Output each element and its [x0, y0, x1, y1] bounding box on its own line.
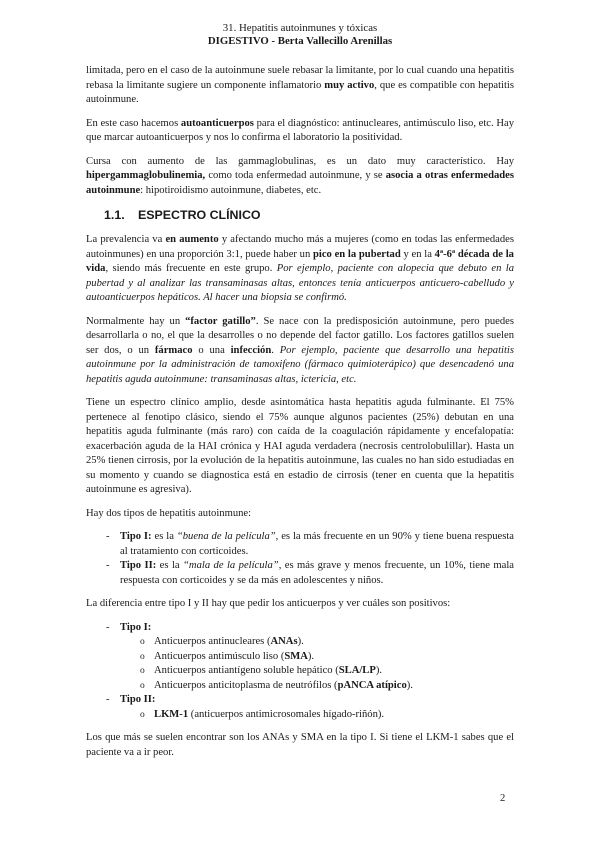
section-number: 1.1.: [104, 208, 125, 222]
page-header: [0, 22, 600, 48]
text-run: ).: [375, 665, 383, 676]
text-run: para el diagnóstico: antinucleares, antimúsculo liso, etc. Hay que marcar autoanticuerpos y nos lo confirma el laboratorio la positividad.: [86, 117, 515, 143]
paragraph-limitante: [86, 64, 514, 108]
bold-run: en aumento: [165, 234, 219, 245]
text-run: es la: [156, 560, 184, 571]
bold-run: autoanticuerpos: [180, 117, 254, 129]
bold-run: SMA: [284, 650, 308, 662]
text-run: La prevalencia va: [86, 234, 166, 245]
text-run: ).: [406, 679, 413, 691]
list-item: [120, 635, 514, 650]
paragraph-conclusion: Los que más se suelen encontrar son los ANAs y SMA en la tipo I. Si tiene el LKM-1 sabes que el paciente va a ir peor.: [86, 732, 514, 758]
list-item: [120, 650, 514, 665]
bold-run: Tipo I:: [120, 621, 152, 633]
paragraph-autoanticuerpos: [86, 117, 514, 146]
paragraph-diferencia: La diferencia entre tipo I y II hay que pedir los anticuerpos y ver cuáles son positivos:: [86, 598, 451, 609]
list-item-tipo-1: [86, 530, 514, 559]
text-run: como toda enfermedad autoinmune, y se: [205, 170, 386, 181]
bold-run: 4ª-6ª década de la vida: [86, 248, 514, 274]
bold-run: pANCA atípico: [337, 679, 407, 691]
text-run: es la: [151, 531, 177, 542]
bold-run: pico en la pubertad: [313, 248, 401, 260]
text-run: ).: [307, 650, 315, 662]
section-title: ESPECTRO CLÍNICO: [138, 208, 261, 222]
text-run: Anticuerpos antinucleares (: [154, 636, 271, 647]
sublist-tipo-1: [120, 635, 514, 693]
document-body: [86, 64, 514, 760]
bold-run: fármaco: [154, 344, 193, 356]
text-run: .: [271, 344, 280, 356]
types-list: [86, 530, 514, 588]
text-run: En este caso hacemos: [86, 117, 181, 129]
paragraph-factor-gatillo: [86, 315, 514, 388]
text-run: . Se nace con la predisposición autoinmune, pero puedes desarrollarla o no, el que la desarrolles o no depende del factor gatillo. Los factores gatillos suelen ser dos, o un: [86, 315, 514, 356]
text-run: , que es compatible con hepatitis autoinmune.: [86, 79, 514, 105]
list-item: [120, 664, 514, 679]
text-run: y afectando mucho más a mujeres (como en todas las enfermedades autoinmunes) en una proporción 3:1, puede haber un: [86, 234, 514, 260]
text-run: Anticuerpos antimúsculo liso (: [154, 650, 285, 662]
bold-run: Tipo I:: [120, 531, 152, 542]
page-number: 2: [500, 793, 506, 804]
bold-run: Tipo II:: [120, 560, 157, 571]
bold-run: LKM-1: [154, 708, 189, 720]
bold-run: muy activo: [324, 79, 375, 91]
sublist-tipo-2: [120, 708, 514, 723]
bold-run: hipergammaglobulinemia,: [86, 170, 206, 181]
text-run: , siendo más frecuente en este grupo.: [105, 263, 277, 274]
antibodies-list: [86, 621, 514, 723]
text-run: Normalmente hay un: [86, 315, 186, 327]
list-item-tipo-2: [86, 559, 514, 588]
italic-run: “mala de la película”: [183, 560, 279, 571]
header-subject-author: DIGESTIVO - Berta Vallecillo Arenillas: [207, 35, 393, 47]
text-run: Anticuerpos anticitoplasma de neutrófilos (: [154, 679, 338, 691]
text-run: y en la: [400, 248, 435, 260]
bold-run: ANAs: [270, 636, 298, 647]
text-run: (anticuerpos antimicrosomales hígado-riñón).: [188, 708, 385, 720]
text-run: Anticuerpos antiantígeno soluble hepático (: [154, 665, 339, 676]
text-run: limitada, pero en el caso de la autoinmune suele rebasar la limitante, por lo cual cuando una hepatitis rebasa la limitante sugiere un componente inflamatorio: [86, 65, 514, 91]
text-run: : hipotiroidismo autoinmune, diabetes, etc.: [140, 184, 322, 196]
text-run: Cursa con aumento de las gammaglobulinas, es un dato muy característico. Hay: [86, 155, 514, 167]
paragraph-dos-tipos: Hay dos tipos de hepatitis autoinmune:: [86, 507, 252, 519]
text-run: ).: [297, 636, 304, 647]
section-heading: [104, 207, 514, 223]
list-item-anticuerpos-tipo-2: [86, 693, 514, 722]
list-item-anticuerpos-tipo-1: [86, 621, 514, 694]
bold-run: SLA/LP: [338, 665, 376, 676]
italic-run: “buena de la película”: [176, 531, 276, 542]
paragraph-espectro: Tiene un espectro clínico amplio, desde asintomática hasta hepatitis aguda fulminante. El 75% pertenece al fenotipo clásico, siendo el 75% aunque algunos pacientes (25%) debutan en una hepatitis aguda fulminante (más raro) con caída de la coagulación rápidamente y encefalopatía: exacerbación aguda de la HAI crónica y HAI aguda verdadera (necrosis centrolobulillar). Hasta un 25% tienen cirrosis, por la evolución de la hepatitis autoinmune, las cuales no han sido estudiadas en su momento y cuando se diagnostica está en estadio de cirrosis (tener en cuenta que la hepatitis autoinmune es agresiva).: [86, 397, 514, 495]
italic-run: Por ejemplo, paciente con alopecia que debuto en la pubertad y al analizar las transaminasas altas, entonces tenía anticuerpos anticuero-cabelludo y autoanticuerpos hepáticos. Al hacer una biopsia se confirmó.: [86, 263, 514, 303]
text-run: o una: [192, 344, 231, 356]
paragraph-gammaglobulinas: [86, 155, 514, 199]
bold-run: Tipo II:: [120, 694, 156, 705]
list-item: [120, 679, 514, 694]
header-chapter-title: 31. Hepatitis autoinmunes y tóxicas: [222, 22, 378, 34]
list-item: [120, 708, 514, 723]
text-run: , es la más frecuente en un 90% y tiene buena respuesta al tratamiento con corticoides.: [120, 531, 515, 557]
paragraph-prevalencia: [86, 233, 514, 306]
bold-run: asocia a otras enfermedades autoinmune: [86, 170, 514, 196]
bold-run: “factor gatillo”: [185, 315, 256, 327]
text-run: , es más grave y menos frecuente, un 10%, tiene mala respuesta con corticoides y se da más en adolescentes y niños.: [120, 560, 515, 586]
italic-run: Por ejemplo, paciente que desarrollo una hepatitis autoinmune por la administración de tamoxifeno (fármaco quimioterápico) que desencadenó una hepatitis aguda autoinmune: transaminasas altas, ictericia, etc.: [86, 344, 514, 385]
bold-run: infección: [230, 344, 272, 356]
